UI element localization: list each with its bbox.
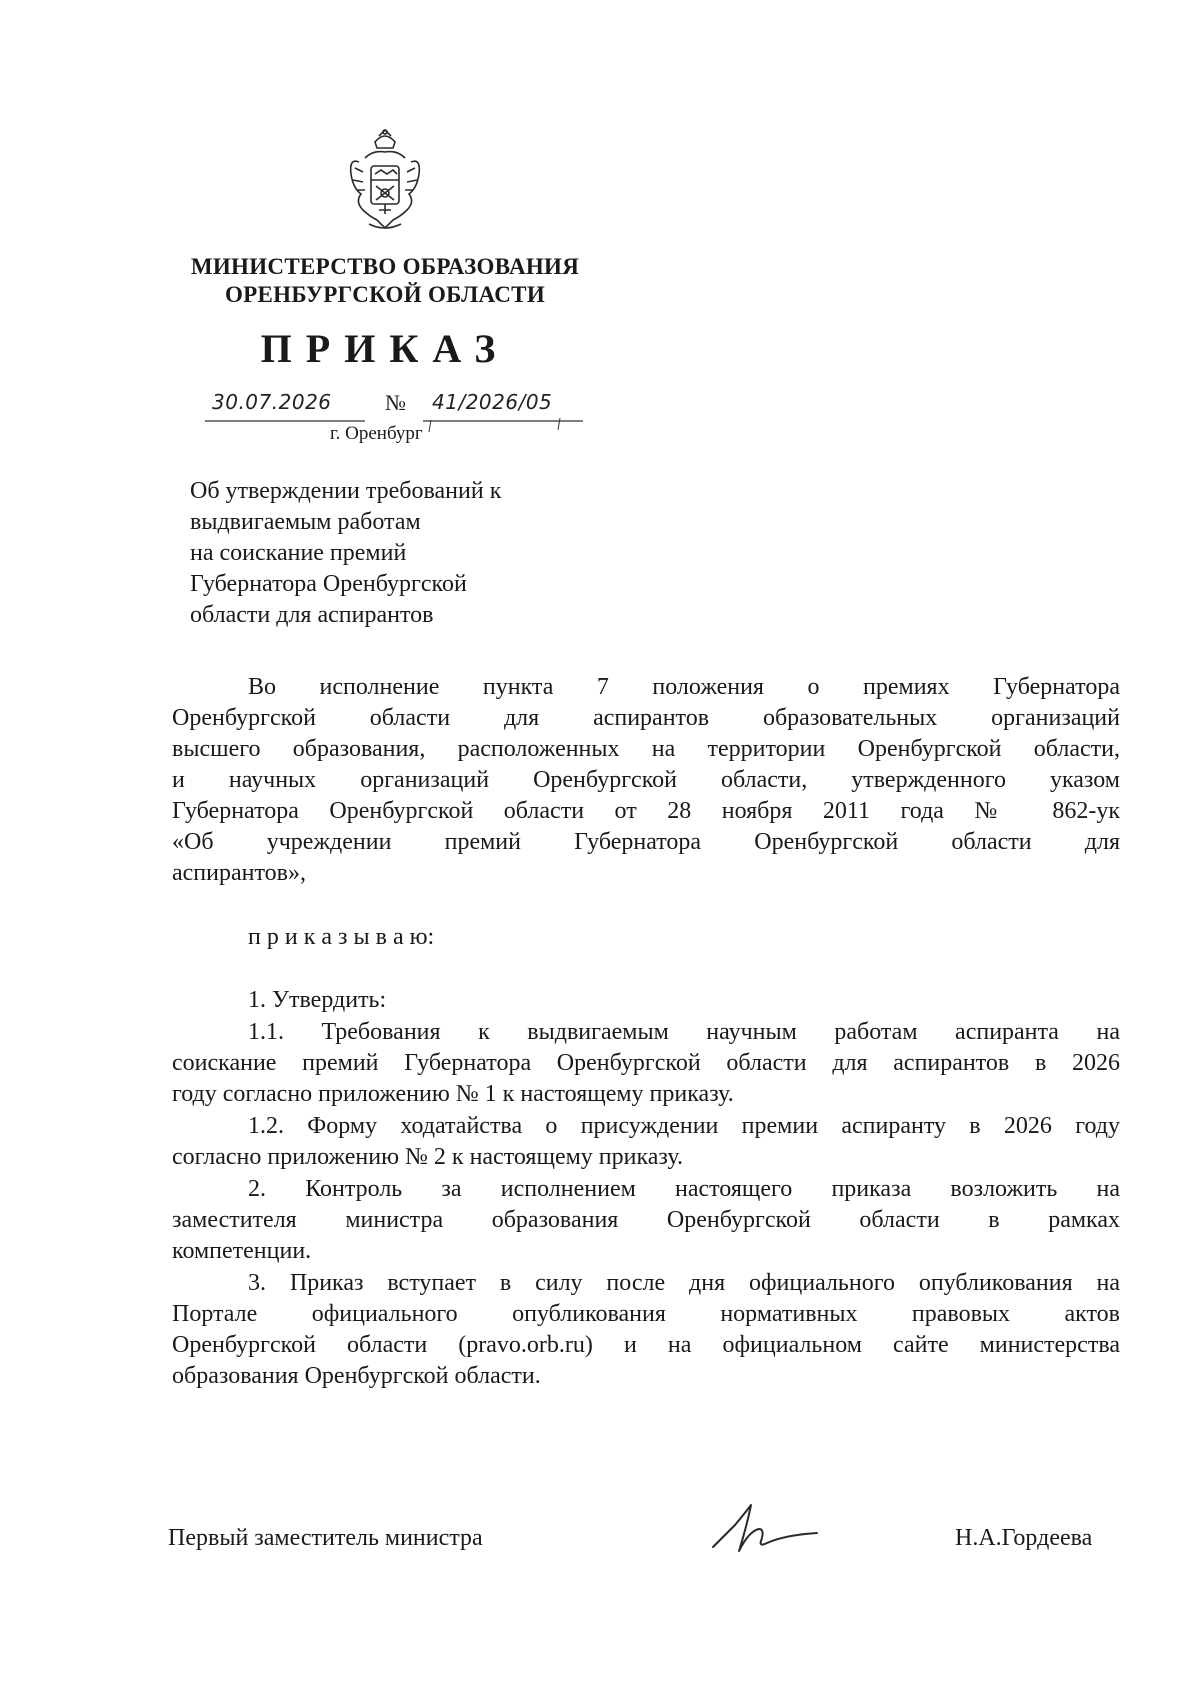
organization-name-line1: МИНИСТЕРСТВО ОБРАЗОВАНИЯ xyxy=(190,254,580,279)
clause-1-1-line: году согласно приложению № 1 к настоящему приказу. xyxy=(172,1081,734,1107)
order-word: п р и к а з ы в а ю: xyxy=(248,924,435,950)
preamble-line: Во исполнение пункта 7 положения о премиях Губернатора xyxy=(248,674,1120,700)
clause-3-line: 3. Приказ вступает в силу после дня официального опубликования на xyxy=(248,1270,1120,1296)
document-type-title: ПРИКАЗ xyxy=(260,326,510,371)
clause-1-1-line: соискание премий Губернатора Оренбургской области для аспирантов в 2026 xyxy=(172,1050,1120,1076)
clause-2-line: 2. Контроль за исполнением настоящего приказа возложить на xyxy=(248,1176,1120,1202)
signer-position: Первый заместитель министра xyxy=(168,1525,483,1551)
preamble-line: и научных организаций Оренбургской области, утвержденного указом xyxy=(172,767,1120,793)
order-number: 41/2026/05 xyxy=(432,390,553,414)
city-label: г. Оренбург xyxy=(330,423,423,444)
signer-name: Н.А.Гордеева xyxy=(955,1525,1093,1551)
clause-1-1-line: 1.1. Требования к выдвигаемым научным работам аспиранта на xyxy=(248,1019,1120,1045)
subject-line: выдвигаемым работам xyxy=(190,509,421,535)
clause-3-line: Портале официального опубликования нормативных правовых актов xyxy=(172,1301,1120,1327)
clause-1-2-line: согласно приложению № 2 к настоящему приказу. xyxy=(172,1144,683,1170)
subject-line: области для аспирантов xyxy=(190,602,434,628)
handwritten-signature xyxy=(705,1495,825,1560)
preamble-line: Губернатора Оренбургской области от 28 ноября 2011 года № 862-ук xyxy=(172,798,1120,824)
coat-of-arms-icon xyxy=(345,128,425,236)
number-sign: № xyxy=(385,390,406,415)
clause-3-line: образования Оренбургской области. xyxy=(172,1363,541,1389)
order-date: 30.07.2026 xyxy=(212,390,332,414)
clause-1-2-line: 1.2. Форму ходатайства о присуждении премии аспиранту в 2026 году xyxy=(248,1113,1120,1139)
subject-line: Губернатора Оренбургской xyxy=(190,571,467,597)
subject-line: на соискание премий xyxy=(190,540,407,566)
clause-3-line: Оренбургской области (pravo.orb.ru) и на официальном сайте министерства xyxy=(172,1332,1120,1358)
preamble-line: Оренбургской области для аспирантов образовательных организаций xyxy=(172,705,1120,731)
preamble-line: «Об учреждении премий Губернатора Оренбургской области для xyxy=(172,829,1120,855)
preamble-line: высшего образования, расположенных на территории Оренбургской области, xyxy=(172,736,1120,762)
organization-name-line2: ОРЕНБУРГСКОЙ ОБЛАСТИ xyxy=(224,282,546,307)
subject-line: Об утверждении требований к xyxy=(190,478,502,504)
clause-1: 1. Утвердить: xyxy=(248,987,387,1013)
subject-block xyxy=(190,476,501,631)
clause-2-line: заместителя министра образования Оренбургской области в рамках xyxy=(172,1207,1120,1233)
preamble-line: аспирантов», xyxy=(172,860,306,886)
clause-2-line: компетенции. xyxy=(172,1238,312,1264)
